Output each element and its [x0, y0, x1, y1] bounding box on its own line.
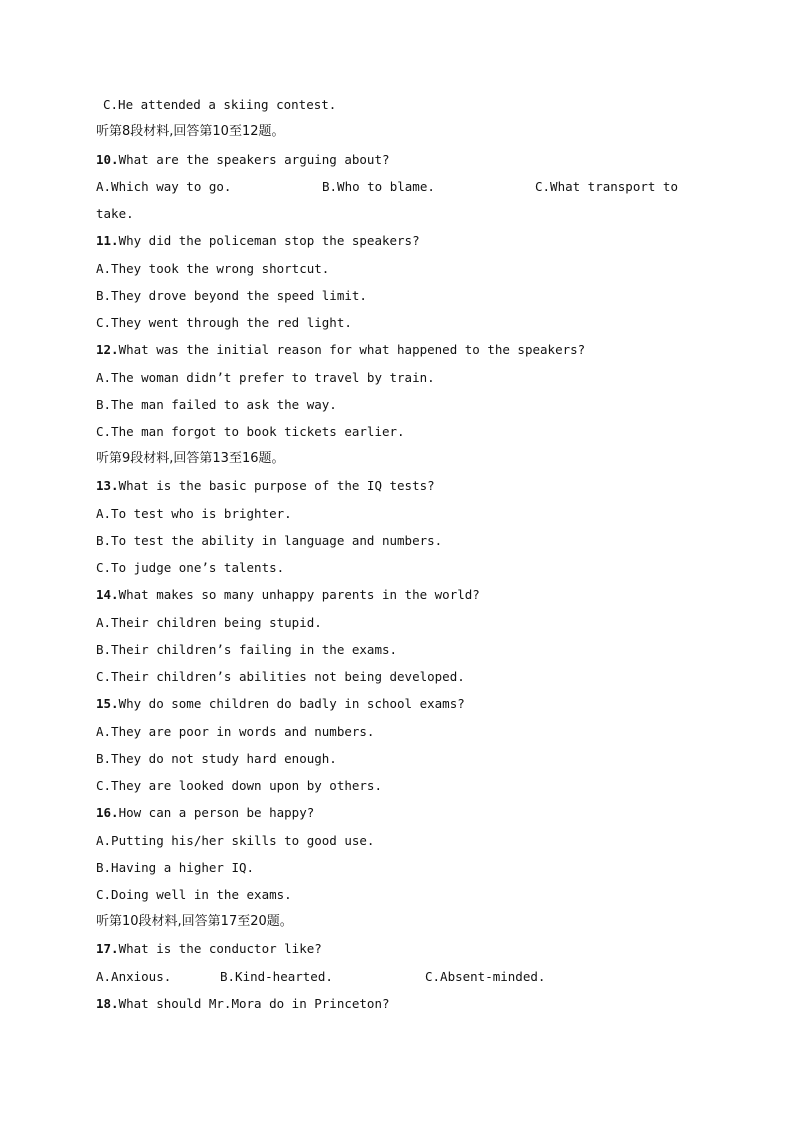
question-text: What is the conductor like? [118, 941, 322, 956]
question-number: 11. [96, 233, 119, 248]
q12-option-a: A.The woman didn’t prefer to travel by train. [96, 370, 435, 385]
section-8-heading: 听第8段材料,回答第10至12题。 [96, 124, 285, 139]
question-15 [96, 696, 465, 712]
q15-option-a: A.They are poor in words and numbers. [96, 724, 375, 739]
question-text: What should Mr.Mora do in Princeton? [118, 996, 390, 1011]
question-13 [96, 478, 435, 494]
question-16 [96, 805, 314, 821]
q12-option-b: B.The man failed to ask the way. [96, 397, 337, 412]
q14-option-b: B.Their children’s failing in the exams. [96, 642, 398, 657]
question-14 [96, 587, 480, 603]
q16-option-c: C.Doing well in the exams. [96, 887, 292, 902]
q12-option-c: C.The man forgot to book tickets earlier. [96, 424, 405, 439]
q10-option-a: A.Which way to go. [96, 179, 232, 194]
q13-option-c: C.To judge one’s talents. [96, 560, 285, 575]
question-number: 16. [96, 805, 119, 820]
q16-option-b: B.Having a higher IQ. [96, 860, 255, 875]
question-text: Why did the policeman stop the speakers? [118, 233, 420, 248]
question-number: 10. [96, 152, 119, 167]
question-text: What was the initial reason for what happened to the speakers? [118, 342, 586, 357]
question-11 [96, 233, 420, 249]
q17-option-c: C.Absent-minded. [425, 969, 546, 984]
question-number: 13. [96, 478, 119, 493]
question-number: 18. [96, 996, 119, 1011]
q15-option-b: B.They do not study hard enough. [96, 751, 337, 766]
question-text: What is the basic purpose of the IQ tests? [118, 478, 435, 493]
q10-option-c-continued: take. [96, 206, 134, 221]
question-12 [96, 342, 585, 358]
question-text: What makes so many unhappy parents in the world? [118, 587, 480, 602]
section-9-heading: 听第9段材料,回答第13至16题。 [96, 451, 285, 466]
q11-option-c: C.They went through the red light. [96, 315, 352, 330]
q13-option-b: B.To test the ability in language and numbers. [96, 533, 443, 548]
q17-option-b: B.Kind-hearted. [220, 969, 333, 984]
question-text: What are the speakers arguing about? [118, 152, 390, 167]
q17-option-a: A.Anxious. [96, 969, 172, 984]
q14-option-c: C.Their children’s abilities not being developed. [96, 669, 465, 684]
question-number: 14. [96, 587, 119, 602]
question-10 [96, 152, 390, 168]
question-17 [96, 941, 322, 957]
q11-option-a: A.They took the wrong shortcut. [96, 261, 330, 276]
question-number: 12. [96, 342, 119, 357]
q13-option-a: A.To test who is brighter. [96, 506, 292, 521]
question-text: Why do some children do badly in school exams? [118, 696, 465, 711]
question-number: 15. [96, 696, 119, 711]
q16-option-a: A.Putting his/her skills to good use. [96, 833, 375, 848]
question-text: How can a person be happy? [118, 805, 315, 820]
section-10-heading: 听第10段材料,回答第17至20题。 [96, 914, 293, 929]
q10-option-b: B.Who to blame. [322, 179, 435, 194]
question-18 [96, 996, 390, 1012]
q9-option-c: C.He attended a skiing contest. [103, 97, 337, 112]
q15-option-c: C.They are looked down upon by others. [96, 778, 382, 793]
q10-option-c: C.What transport to [535, 179, 678, 194]
question-number: 17. [96, 941, 119, 956]
q14-option-a: A.Their children being stupid. [96, 615, 322, 630]
q11-option-b: B.They drove beyond the speed limit. [96, 288, 367, 303]
